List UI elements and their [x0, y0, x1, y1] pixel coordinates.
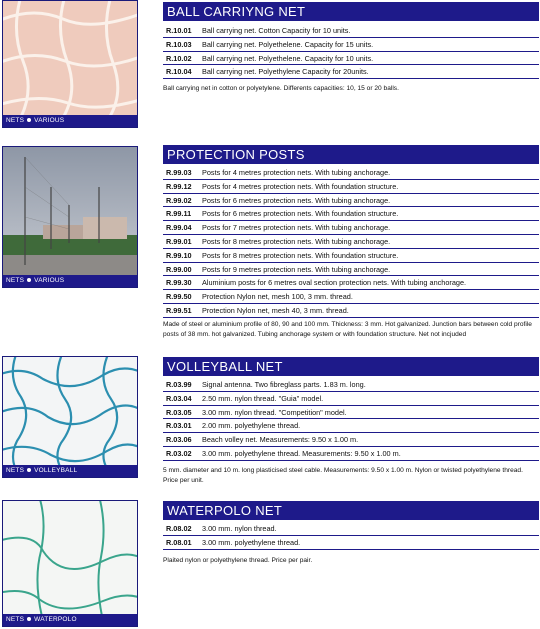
- product-description: Posts for 4 metres protection nets. With tubing anchorage.: [202, 168, 391, 177]
- product-description: 3.00 mm. polyethylene thread. Measurements: 9.50 x 1.00 m.: [202, 448, 401, 458]
- product-row: [163, 522, 539, 536]
- product-code: R.99.50: [166, 292, 192, 302]
- product-description: 3.00 mm. nylon thread. "Competition" model.: [202, 407, 347, 417]
- product-code: R.03.06: [166, 435, 192, 445]
- product-description: Posts for 8 metres protection nets. With foundation structure.: [202, 250, 399, 260]
- section-title-volleyball-net: VOLLEYBALL NET: [163, 357, 539, 376]
- product-row: [163, 276, 539, 290]
- product-code: R.10.03: [166, 39, 192, 49]
- product-description: Posts for 6 metres protection nets. With tubing anchorage.: [202, 195, 391, 205]
- product-code: R.99.00: [166, 264, 192, 274]
- product-row: [163, 433, 539, 447]
- product-code: R.99.30: [166, 278, 192, 288]
- product-code: R.03.04: [166, 393, 192, 403]
- product-description: Protection Nylon net, mesh 40, 3 mm. thread.: [202, 305, 349, 315]
- section-note: 5 mm. diameter and 10 m. long plasticised steel cable. Measurements: 9.50 x 1.00 m. Nylon or twisted polyethylene thread. Price per unit.: [163, 467, 523, 484]
- product-description: Ball carrying net. Polyethelene. Capacity for 15 units.: [202, 39, 374, 49]
- section-note: Ball carrying net in cotton or polyetylene. Differents capacities: 10, 15 or 20 balls.: [163, 85, 399, 92]
- product-row: [163, 378, 539, 392]
- product-code: R.03.01: [166, 421, 192, 431]
- photo-caption: NETS WATERPOLO: [3, 614, 137, 626]
- volleyball-net-image: [3, 357, 138, 467]
- product-row: [163, 263, 539, 277]
- product-code: R.10.01: [166, 26, 192, 35]
- product-row: [163, 221, 539, 235]
- product-list-ball-carrying-net: [163, 24, 539, 79]
- product-description: Aluminium posts for 6 metres oval section protection nets. With tubing anchorage.: [202, 278, 467, 288]
- photo-caption: NETS VARIOUS: [3, 275, 137, 287]
- product-row: [163, 180, 539, 194]
- product-row: [163, 166, 539, 180]
- product-description: 2.50 mm. nylon thread. "Guia" model.: [202, 393, 324, 403]
- product-description: 2.00 mm. polyethylene thread.: [202, 421, 301, 431]
- product-row: [163, 207, 539, 221]
- product-code: R.03.02: [166, 448, 192, 458]
- waterpolo-net-photo: [2, 500, 138, 627]
- product-code: R.99.01: [166, 236, 192, 246]
- section-note: Made of steel or aluminium profile of 80, 90 and 100 mm. Thickness: 3 mm. Hot galvanized. Junction bars between cold profile posts of 38 mm. hot galvanized. Tubing anchorage system or with foundation structure. Net not incjuded: [163, 321, 532, 338]
- product-code: R.99.10: [166, 250, 192, 260]
- product-code: R.08.01: [166, 537, 192, 547]
- product-description: 3.00 mm. polyethylene thread.: [202, 537, 301, 547]
- product-list-waterpolo-net: [163, 522, 539, 550]
- product-row: [163, 249, 539, 263]
- product-code: R.99.12: [166, 181, 192, 191]
- product-description: Signal antenna. Two fibreglass parts. 1.83 m. long.: [202, 380, 366, 389]
- product-row: [163, 447, 539, 461]
- product-row: [163, 65, 539, 79]
- product-description: Ball carrying net. Cotton Capacity for 10 units.: [202, 26, 351, 35]
- product-description: Posts for 9 metres protection nets. With tubing anchorage.: [202, 264, 391, 274]
- product-description: Posts for 8 metres protection nets. With tubing anchorage.: [202, 236, 391, 246]
- product-row: [163, 24, 539, 38]
- section-title-waterpolo-net: WATERPOLO NET: [163, 501, 539, 520]
- ball-net-photo: [2, 0, 138, 128]
- product-code: R.99.51: [166, 305, 192, 315]
- product-row: [163, 304, 539, 318]
- product-code: R.99.03: [166, 168, 192, 177]
- product-row: [163, 406, 539, 420]
- product-row: [163, 290, 539, 304]
- ball-net-image: [3, 1, 138, 117]
- product-row: [163, 194, 539, 208]
- product-row: [163, 536, 539, 550]
- product-row: [163, 419, 539, 433]
- product-code: R.03.99: [166, 380, 192, 389]
- product-description: Posts for 6 metres protection nets. With foundation structure.: [202, 209, 399, 219]
- product-row: [163, 38, 539, 52]
- product-code: R.99.04: [166, 223, 192, 233]
- waterpolo-net-image: [3, 501, 138, 616]
- photo-caption: NETS VOLLEYBALL: [3, 465, 137, 477]
- product-description: Ball carrying net. Polyethelene. Capacity for 10 units.: [202, 53, 374, 63]
- product-code: R.10.02: [166, 53, 192, 63]
- section-note: Plaited nylon or polyethylene thread. Price per pair.: [163, 557, 313, 564]
- section-title-ball-carrying-net: BALL CARRIYNG NET: [163, 2, 539, 21]
- photo-caption: NETS VARIOUS: [3, 115, 137, 127]
- product-description: Posts for 4 metres protection nets. With foundation structure.: [202, 181, 399, 191]
- product-description: Ball carrying net. Polyethylene Capacity for 20units.: [202, 67, 369, 77]
- product-code: R.99.02: [166, 195, 192, 205]
- product-code: R.99.11: [166, 209, 192, 219]
- product-code: R.10.04: [166, 67, 192, 77]
- product-description: Posts for 7 metres protection nets. With tubing anchorage.: [202, 223, 391, 233]
- section-title-protection-posts: PROTECTION POSTS: [163, 145, 539, 164]
- product-row: [163, 52, 539, 66]
- protection-posts-image: [3, 147, 138, 277]
- product-description: 3.00 mm. nylon thread.: [202, 524, 277, 533]
- product-description: Beach volley net. Measurements: 9.50 x 1.00 m.: [202, 435, 359, 445]
- product-code: R.08.02: [166, 524, 192, 533]
- product-code: R.03.05: [166, 407, 192, 417]
- protection-posts-photo: [2, 146, 138, 288]
- product-list-volleyball-net: [163, 378, 539, 461]
- volleyball-net-photo: [2, 356, 138, 478]
- product-row: [163, 235, 539, 249]
- product-row: [163, 392, 539, 406]
- product-description: Protection Nylon net, mesh 100, 3 mm. thread.: [202, 292, 353, 302]
- product-list-protection-posts: [163, 166, 539, 318]
